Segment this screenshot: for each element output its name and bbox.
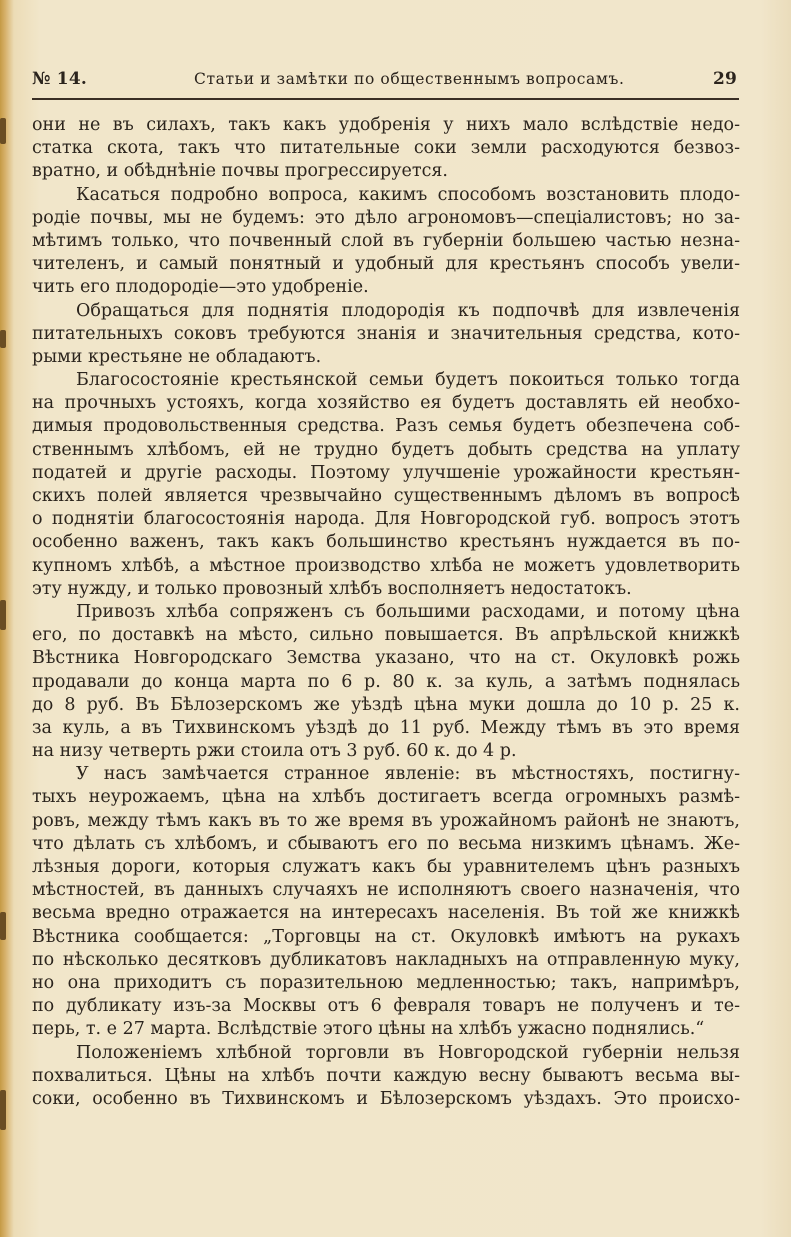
- text-line: перь, т. е 27 марта. Вслѣдствіе этого цѣны на хлѣбъ ужасно поднялись.“: [32, 1019, 705, 1040]
- text-line: соки, особенно въ Тихвинскомъ и Бѣлозерскомъ уѣздахъ. Это происхо-: [32, 1088, 740, 1109]
- binding-mark: [0, 330, 6, 348]
- text-line: вратно, и обѣднѣніе почвы прогрессируется.: [32, 161, 448, 182]
- text-line: скихъ полей является чрезвычайно существеннымъ дѣломъ въ вопросѣ: [32, 486, 740, 506]
- text-line: по нѣсколько десятковъ дубликатовъ накладныхъ на отправленную муку,: [32, 949, 740, 970]
- text-line: ровъ, между тѣмъ какъ въ то же время въ урожайномъ районѣ не знаютъ,: [32, 810, 740, 831]
- text-line: мѣстностей, въ данныхъ случаяхъ не исполняютъ своего назначенія, что: [32, 880, 740, 901]
- text-line: за куль, а въ Тихвинскомъ уѣздѣ до 11 руб. Между тѣмъ въ это время: [32, 717, 740, 738]
- section-title: Статьи и замѣтки по общественнымъ вопросамъ.: [194, 70, 625, 88]
- text-line: эту нужду, и только провозный хлѣбъ восполняетъ недостатокъ.: [32, 578, 632, 599]
- text-line: но она приходитъ съ поразительною медленностью; такъ, напримѣръ,: [32, 972, 740, 993]
- text-line: Обращаться для поднятія плодородія къ подпочвѣ для извлеченія: [76, 300, 740, 321]
- text-line: на прочныхъ устояхъ, когда хозяйство ея будетъ доставлять ей необхо-: [32, 393, 740, 414]
- text-line: до 8 руб. Въ Бѣлозерскомъ же уѣздѣ цѣна муки дошла до 10 р. 25 к.: [32, 694, 740, 715]
- text-line: его, по доставкѣ на мѣсто, сильно повышается. Въ апрѣльской книжкѣ: [32, 625, 740, 646]
- text-line: У насъ замѣчается странное явленіе: въ мѣстностяхъ, постигну-: [76, 764, 740, 785]
- text-line: мѣтимъ только, что почвенный слой въ губерніи большею частью незна-: [32, 230, 740, 251]
- text-line: питательныхъ соковъ требуются знанія и значительныя средства, кото-: [32, 323, 740, 344]
- text-line: тыхъ неурожаемъ, цѣна на хлѣбъ достигаетъ всегда огромныхъ размѣ-: [32, 787, 740, 808]
- text-line: что дѣлать съ хлѣбомъ, и сбываютъ его по весьма низкимъ цѣнамъ. Же-: [32, 833, 740, 854]
- text-line: ственнымъ хлѣбомъ, ей не трудно будетъ добыть средства на уплату: [32, 439, 740, 460]
- text-line: они не въ силахъ, такъ какъ удобренія у нихъ мало вслѣдствіе недо-: [32, 115, 740, 135]
- text-line: рыми крестьяне не обладаютъ.: [32, 346, 322, 367]
- text-line: Вѣстника Новгородскаго Земства указано, что на ст. Окуловкѣ рожь: [32, 648, 740, 669]
- body-text: [32, 114, 740, 1111]
- text-line: родіе почвы, мы не будемъ: это дѣло агрономовъ—спеціалистовъ; но за-: [32, 207, 740, 228]
- binding-mark: [0, 118, 6, 144]
- text-line: Вѣстника сообщается: „Торговцы на ст. Окуловкѣ имѣютъ на рукахъ: [32, 926, 740, 947]
- text-line: Положеніемъ хлѣбной торговли въ Новгородской губерніи нельзя: [76, 1042, 740, 1063]
- text-line: весьма вредно отражается на интересахъ населенія. Въ той же книжкѣ: [32, 903, 740, 924]
- text-line: Привозъ хлѣба сопряженъ съ большими расходами, и потому цѣна: [76, 601, 740, 622]
- binding-mark: [0, 600, 6, 630]
- text-line: продавали до конца марта по 6 р. 80 к. за куль, а затѣмъ поднялась: [32, 671, 740, 692]
- text-line: лѣзныя дороги, которыя служатъ какъ бы уравнителемъ цѣнъ разныхъ: [32, 857, 740, 877]
- text-line: чить его плодородіе—это удобреніе.: [32, 277, 369, 298]
- binding-mark: [0, 912, 6, 940]
- running-header: [32, 66, 737, 92]
- binding-mark: [0, 1090, 6, 1130]
- text-line: на низу четверть ржи стоила отъ 3 руб. 60 к. до 4 р.: [32, 741, 517, 762]
- text-line: Благосостояніе крестьянской семьи будетъ покоиться только тогда: [76, 370, 740, 391]
- text-line: купномъ хлѣбѣ, а мѣстное производство хлѣба не можетъ удовлетворить: [32, 555, 740, 576]
- header-rule: [32, 98, 739, 100]
- issue-number: № 14.: [32, 69, 87, 89]
- text-line: особенно важенъ, такъ какъ большинство крестьянъ нуждается въ по-: [32, 532, 740, 553]
- text-line: по дубликату изъ-за Москвы отъ 6 февраля товаръ не полученъ и те-: [32, 996, 740, 1017]
- text-line: Касаться подробно вопроса, какимъ способомъ возстановить плодо-: [76, 184, 740, 205]
- text-line: статка скота, такъ что питательные соки земли расходуются безвоз-: [32, 138, 740, 159]
- text-line: о поднятіи благосостоянія народа. Для Новгородской губ. вопросъ этотъ: [32, 509, 740, 530]
- page-number: 29: [712, 69, 737, 89]
- text-line: похвалиться. Цѣны на хлѣбъ почти каждую весну бываютъ весьма вы-: [32, 1065, 740, 1086]
- text-line: димыя продовольственныя средства. Разъ семья будетъ обезпечена соб-: [32, 416, 740, 437]
- text-line: чителенъ, и самый понятный и удобный для крестьянъ способъ увели-: [32, 254, 740, 275]
- text-line: податей и другіе расходы. Поэтому улучшеніе урожайности крестьян-: [32, 462, 740, 483]
